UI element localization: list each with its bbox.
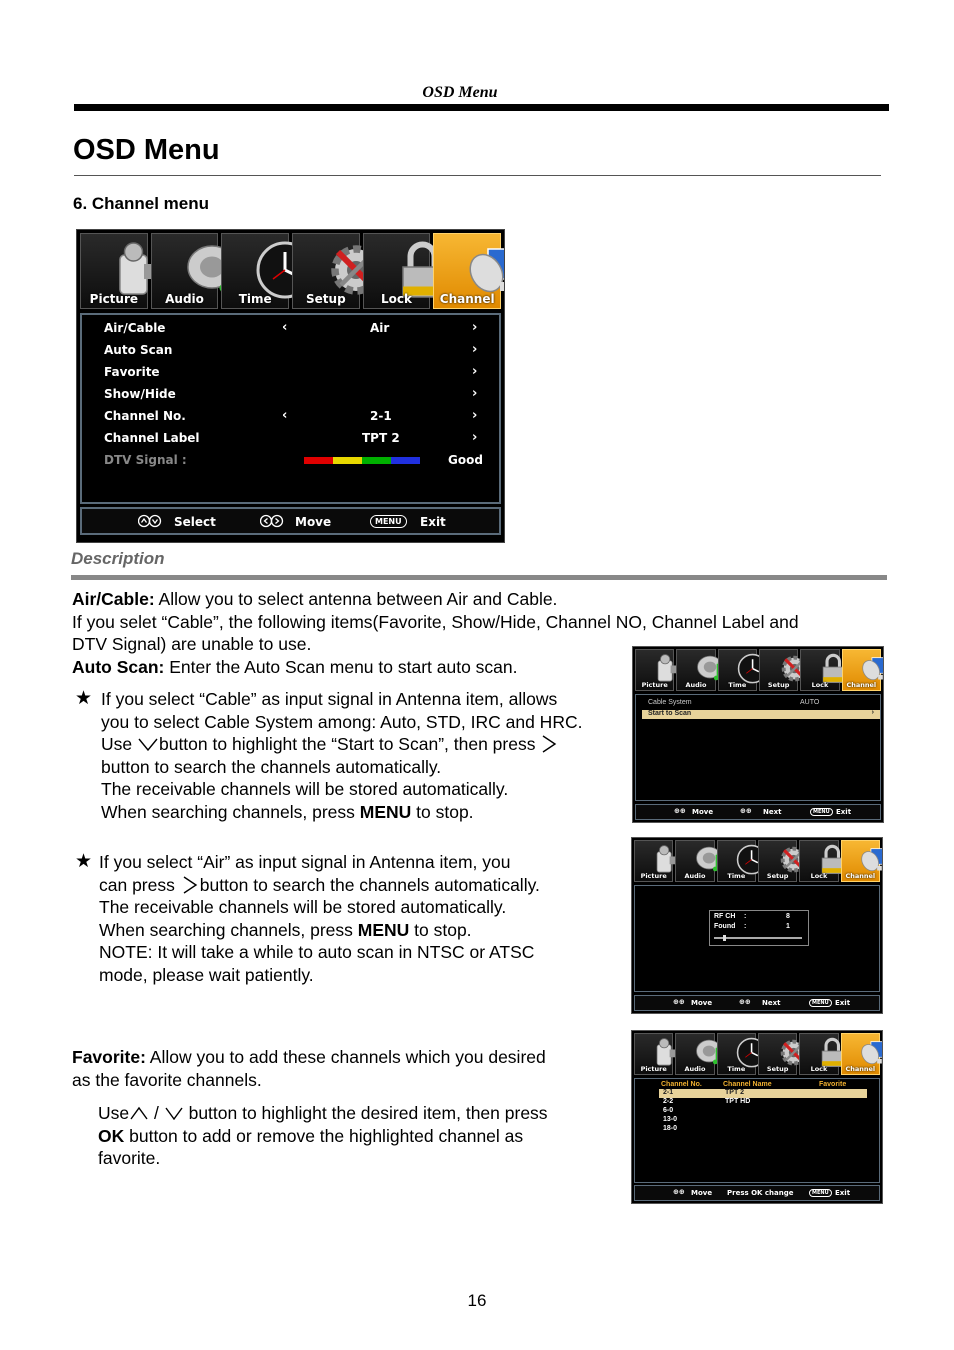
right-arrow-icon: [535, 734, 559, 754]
star-bullet-icon: ★: [75, 851, 93, 872]
start-scan-label: Start to Scan: [648, 710, 692, 717]
tab-label: Channel: [845, 872, 876, 880]
found-separator: :: [744, 923, 747, 930]
channel-name-cell: TPT 2: [725, 1089, 745, 1096]
scan-progress-track: [714, 937, 802, 939]
found-value: 1: [786, 923, 790, 930]
rf-ch-separator: :: [744, 913, 747, 920]
tab-label: Time: [728, 681, 747, 689]
auto-scan-term: Auto Scan:: [72, 656, 165, 677]
down-arrow-icon: [164, 1103, 184, 1123]
tab-label: Picture: [89, 292, 139, 306]
tab-channel[interactable]: [841, 1033, 880, 1075]
down-arrow-icon: [137, 734, 159, 754]
signal-strength-segment: [391, 457, 420, 464]
tab-label: Audio: [165, 292, 204, 306]
air-cable-line2: If you selet “Cable”, the following items(Favorite, Show/Hide, Channel NO, Channel Label and: [72, 611, 799, 632]
cable-system-value: AUTO: [800, 699, 820, 706]
tab-label: Setup: [306, 292, 346, 306]
description-rule: [71, 575, 887, 580]
channel-no-cell: 13-0: [663, 1116, 678, 1123]
up-down-icon: ⊕⊕: [673, 1188, 685, 1196]
air-line1: If you select “Air” as input signal in Antenna item, you: [99, 852, 511, 872]
tab-label: Setup: [766, 872, 789, 880]
chevron-right-icon[interactable]: ›: [472, 342, 478, 357]
air-line4a: When searching channels, press: [99, 919, 358, 940]
tab-label: Channel: [845, 1065, 876, 1073]
tab-channel[interactable]: [842, 649, 881, 691]
menu-row-value: Air: [370, 321, 390, 335]
running-head: OSD Menu: [422, 84, 498, 101]
tab-label: Lock: [381, 292, 413, 306]
menu-key-icon: MENU: [370, 515, 407, 528]
tab-time[interactable]: [221, 233, 289, 309]
tab-setup[interactable]: [292, 233, 360, 309]
start-scan-row: [642, 710, 880, 719]
tab-time[interactable]: [717, 840, 756, 882]
tab-setup[interactable]: [758, 840, 797, 882]
tab-lock[interactable]: [800, 649, 839, 691]
tab-lock[interactable]: [363, 233, 431, 309]
tab-audio[interactable]: [151, 233, 219, 309]
right-arrow-icon: [180, 875, 200, 895]
cable-line6a: When searching channels, press: [101, 801, 360, 822]
channel-no-cell: 18-0: [663, 1125, 678, 1132]
hint-exit: Exit: [835, 1189, 851, 1197]
table-row[interactable]: [659, 1098, 867, 1107]
tab-channel[interactable]: [433, 233, 501, 309]
favorite-list-box: [634, 1078, 880, 1183]
tab-setup[interactable]: [758, 1033, 797, 1075]
favorite-line2: as the favorite channels.: [72, 1069, 262, 1090]
ok-key-text: OK: [98, 1125, 125, 1146]
table-row[interactable]: [659, 1107, 867, 1116]
chevron-left-icon[interactable]: ‹: [282, 408, 288, 423]
col-header-channel-no: Channel No.: [661, 1081, 702, 1088]
tab-audio[interactable]: [675, 1033, 714, 1075]
table-row[interactable]: [659, 1116, 867, 1125]
table-row[interactable]: [659, 1125, 867, 1134]
chevron-right-icon[interactable]: ›: [472, 430, 478, 445]
menu-key-text: MENU: [359, 801, 412, 822]
up-down-icon: [138, 514, 162, 531]
favorite-line4b: button to add or remove the highlighted channel as: [124, 1125, 524, 1146]
cable-system-label: Cable System: [648, 699, 692, 706]
cable-line5: The receivable channels will be stored automatically.: [101, 779, 509, 800]
signal-strength-segment: [304, 457, 333, 464]
menu-row-label[interactable]: Air/Cable: [104, 321, 166, 335]
air-paragraph: [99, 851, 619, 987]
left-right-icon: ⊕⊕: [739, 998, 751, 1006]
hint-next: Next: [763, 808, 782, 816]
chevron-right-icon[interactable]: ›: [472, 320, 478, 335]
tab-label: Audio: [685, 681, 707, 689]
favorite-use-paragraph: [98, 1102, 618, 1170]
chevron-right-icon: ›: [871, 709, 874, 716]
air-line5: NOTE: It will take a while to auto scan in NTSC or ATSC: [99, 942, 535, 963]
chevron-right-icon[interactable]: ›: [472, 386, 478, 401]
hint-move: Move: [692, 808, 714, 816]
cable-line4: button to search the channels automatically.: [101, 756, 442, 777]
cable-line3b: button to highlight the “Start to Scan”, then press: [158, 734, 536, 755]
chevron-left-icon[interactable]: ‹: [282, 320, 288, 335]
menu-row-value: Good: [448, 453, 483, 467]
left-right-icon: ⊕⊕: [740, 807, 752, 815]
favorite-line3b: /: [149, 1103, 164, 1123]
table-row[interactable]: [659, 1089, 867, 1098]
menu-row-label[interactable]: Favorite: [104, 365, 160, 379]
tab-bar: [633, 647, 883, 693]
menu-row-label[interactable]: Channel No.: [104, 409, 186, 423]
tab-bar: [632, 838, 882, 884]
scan-menu-box: [635, 694, 881, 801]
cable-paragraph: [101, 688, 631, 824]
hint-bar: [634, 1185, 880, 1201]
tab-label: Channel: [439, 292, 495, 306]
rf-ch-value: 8: [786, 913, 790, 920]
menu-row-label[interactable]: Show/Hide: [104, 387, 176, 401]
channel-no-cell: 6-0: [663, 1107, 674, 1114]
cable-line1: If you select “Cable” as input signal in Antenna item, allows: [101, 689, 558, 709]
cable-scan-screenshot: [632, 646, 884, 823]
hint-move: Move: [295, 515, 332, 529]
menu-key-text: MENU: [357, 919, 410, 940]
tab-label: Time: [727, 1065, 746, 1073]
hint-bar: [635, 804, 881, 820]
tab-bar: [77, 230, 504, 312]
tab-label: Audio: [684, 872, 706, 880]
menu-key-icon: MENU: [809, 999, 832, 1007]
favorite-line3a: Use: [98, 1103, 130, 1123]
hint-bar: [634, 995, 880, 1011]
up-arrow-icon: [129, 1103, 149, 1123]
air-cable-term: Air/Cable:: [72, 589, 155, 609]
tab-lock[interactable]: [799, 840, 838, 882]
hint-next: Next: [762, 999, 781, 1007]
favorite-screenshot: [631, 1030, 883, 1204]
scan-progress-thumb: [723, 935, 726, 941]
tab-label: Lock: [811, 681, 829, 689]
cable-line6c: to stop.: [411, 801, 474, 822]
hint-select: Select: [174, 515, 216, 529]
air-line4c: to stop.: [409, 919, 472, 940]
tab-setup[interactable]: [759, 649, 798, 691]
menu-row-value: TPT 2: [362, 431, 400, 445]
tab-label: Channel: [846, 681, 877, 689]
hint-move: Move: [691, 999, 713, 1007]
tab-lock[interactable]: [799, 1033, 838, 1075]
tab-audio[interactable]: [675, 840, 714, 882]
favorite-line3c: button to highlight the desired item, then press: [183, 1103, 548, 1123]
section-heading: 6. Channel menu: [73, 194, 210, 213]
tab-label: Lock: [810, 1065, 828, 1073]
air-scan-screenshot: [631, 837, 883, 1014]
up-down-icon: ⊕⊕: [674, 807, 686, 815]
tab-label: Setup: [767, 681, 790, 689]
tab-picture[interactable]: [634, 840, 673, 882]
channel-no-cell: 2-1: [663, 1089, 674, 1096]
tab-label: Audio: [684, 1065, 706, 1073]
channel-menu-screenshot: [76, 229, 505, 543]
tab-picture[interactable]: [634, 1033, 673, 1075]
page-title: OSD Menu: [73, 134, 220, 166]
channel-menu-box: [80, 313, 501, 504]
tab-label: Lock: [810, 872, 828, 880]
description-label: Description: [71, 549, 165, 568]
air-line6: mode, please wait patiently.: [99, 964, 314, 985]
channel-no-cell: 2-2: [663, 1098, 674, 1105]
col-header-favorite: Favorite: [819, 1081, 847, 1088]
header-rule: [74, 104, 889, 111]
tab-label: Setup: [766, 1065, 789, 1073]
tab-picture[interactable]: [635, 649, 674, 691]
tab-label: Picture: [640, 872, 667, 880]
air-line2a: can press: [99, 874, 180, 895]
signal-strength-segment: [333, 457, 362, 464]
air-cable-text: Allow you to select antenna between Air and Cable.: [154, 589, 558, 609]
auto-scan-text: Enter the Auto Scan menu to start auto scan.: [164, 656, 518, 677]
hint-move: Move: [691, 1189, 713, 1197]
air-line3: The receivable channels will be stored automatically.: [99, 897, 507, 918]
tab-time[interactable]: [718, 649, 757, 691]
page-number: 16: [467, 1291, 487, 1310]
menu-row-label[interactable]: Auto Scan: [104, 343, 173, 357]
favorite-paragraph: [72, 1046, 612, 1091]
tab-audio[interactable]: [676, 649, 715, 691]
air-line2b: button to search the channels automatically.: [199, 874, 540, 895]
chevron-right-icon[interactable]: ›: [472, 408, 478, 423]
menu-row-value: 2-1: [370, 409, 392, 423]
cable-line2: you to select Cable System among: Auto, STD, IRC and HRC.: [101, 711, 583, 732]
cable-line3a: Use: [101, 734, 137, 755]
chevron-right-icon[interactable]: ›: [472, 364, 478, 379]
favorite-term: Favorite:: [72, 1047, 146, 1067]
scan-progress-box: [709, 910, 809, 946]
star-bullet-icon: ★: [75, 688, 93, 709]
hint-exit: Exit: [420, 515, 446, 529]
tab-label: Time: [727, 872, 746, 880]
air-cable-line3: DTV Signal) are unable to use.: [72, 634, 312, 655]
hint-exit: Exit: [835, 999, 851, 1007]
hint-exit: Exit: [836, 808, 852, 816]
tab-label: Picture: [641, 681, 668, 689]
hint-bar: [80, 507, 501, 535]
tab-picture[interactable]: [80, 233, 148, 309]
signal-strength-segment: [362, 457, 391, 464]
title-rule: [74, 175, 881, 176]
menu-row-label[interactable]: Channel Label: [104, 431, 200, 445]
tab-label: Picture: [640, 1065, 667, 1073]
channel-name-cell: TPT HD: [725, 1098, 751, 1105]
menu-row-label[interactable]: DTV Signal :: [104, 453, 187, 467]
favorite-text: Allow you to add these channels which you desired: [145, 1047, 546, 1067]
left-right-icon: [260, 514, 284, 531]
rf-ch-label: RF CH: [714, 913, 736, 920]
tab-label: Time: [238, 292, 272, 306]
found-label: Found: [714, 923, 736, 930]
favorite-line5: favorite.: [98, 1148, 161, 1169]
tab-time[interactable]: [717, 1033, 756, 1075]
tab-bar: [632, 1031, 882, 1077]
menu-key-icon: MENU: [809, 1189, 832, 1197]
hint-ok-change: Press OK change: [727, 1189, 794, 1197]
up-down-icon: ⊕⊕: [673, 998, 685, 1006]
progress-menu-box: [634, 885, 880, 992]
col-header-channel-name: Channel Name: [723, 1081, 772, 1088]
menu-key-icon: MENU: [810, 808, 833, 816]
tab-channel[interactable]: [841, 840, 880, 882]
